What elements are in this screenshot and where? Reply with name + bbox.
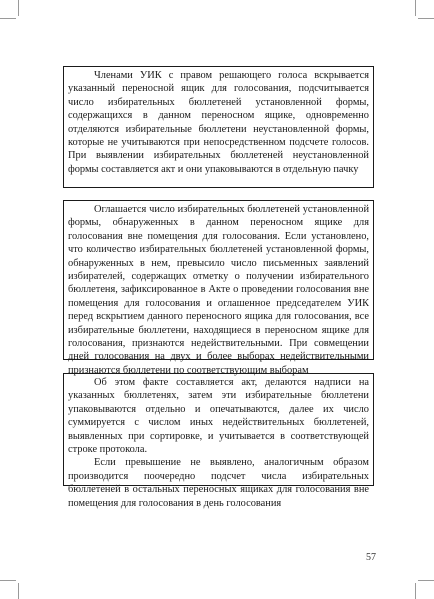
- crop-mark: [0, 18, 16, 19]
- crop-mark: [418, 580, 434, 581]
- page-number: 57: [366, 552, 376, 563]
- paragraph: Членами УИК с правом решающего голоса вскрывается указанный переносной ящик для голосования, подсчитывается число избирательных бюллетеней установленной формы, содержащихся в данном переносном ящике, одновременно отделяются избирательные бюллетени неустановленной формы, которые не учитываются при непосредственном подсчете голосов. При выявлении избирательных бюллетеней неустановленной формы составляется акт и они упаковываются в отдельную пачку: [68, 70, 369, 175]
- text-block-3: [63, 373, 374, 509]
- text-block-1: [63, 66, 374, 188]
- crop-mark: [415, 0, 416, 16]
- crop-mark: [418, 18, 434, 19]
- crop-mark: [18, 0, 19, 16]
- crop-mark: [18, 583, 19, 599]
- paragraph: Об этом факте составляется акт, делаются надписи на указанных бюллетенях, затем эти избирательные бюллетени упаковываются отдельно и опечатываются, далее их число суммируется с числом иных недействительных бюллетеней, выявленных при сортировке, и учитывается в соответствующей строке протокола.: [68, 377, 369, 456]
- paragraph: Оглашается число избирательных бюллетеней установленной формы, обнаруженных в данном переносном ящике для голосования вне помещения для голосования. Если установлено, что количество избирательных бюллетеней установленной формы, обнаруженных в нем, превысило число письменных заявлений избирателей, содержащих отметку о получении избирательного бюллетеня, зафиксированное в Акте о проведении голосования вне помещения для голосования и оглашенное председателем УИК перед вскрытием данного переносного ящика для голосования, все избирательные бюллетени, находящиеся в переносном ящике для голосования, признаются недействительными. При совмещении дней голосования на двух и более выборах недействительными признаются бюллетени по соответствующим выборам: [68, 204, 369, 376]
- paragraph: Если превышение не выявлено, аналогичным образом производится поочередно подсчет числа избирательных бюллетеней в остальных переносных ящиках для голосования вне помещения для голосования в день голосования: [68, 457, 369, 509]
- crop-mark: [0, 580, 16, 581]
- text-block-2: [63, 200, 374, 376]
- crop-mark: [415, 583, 416, 599]
